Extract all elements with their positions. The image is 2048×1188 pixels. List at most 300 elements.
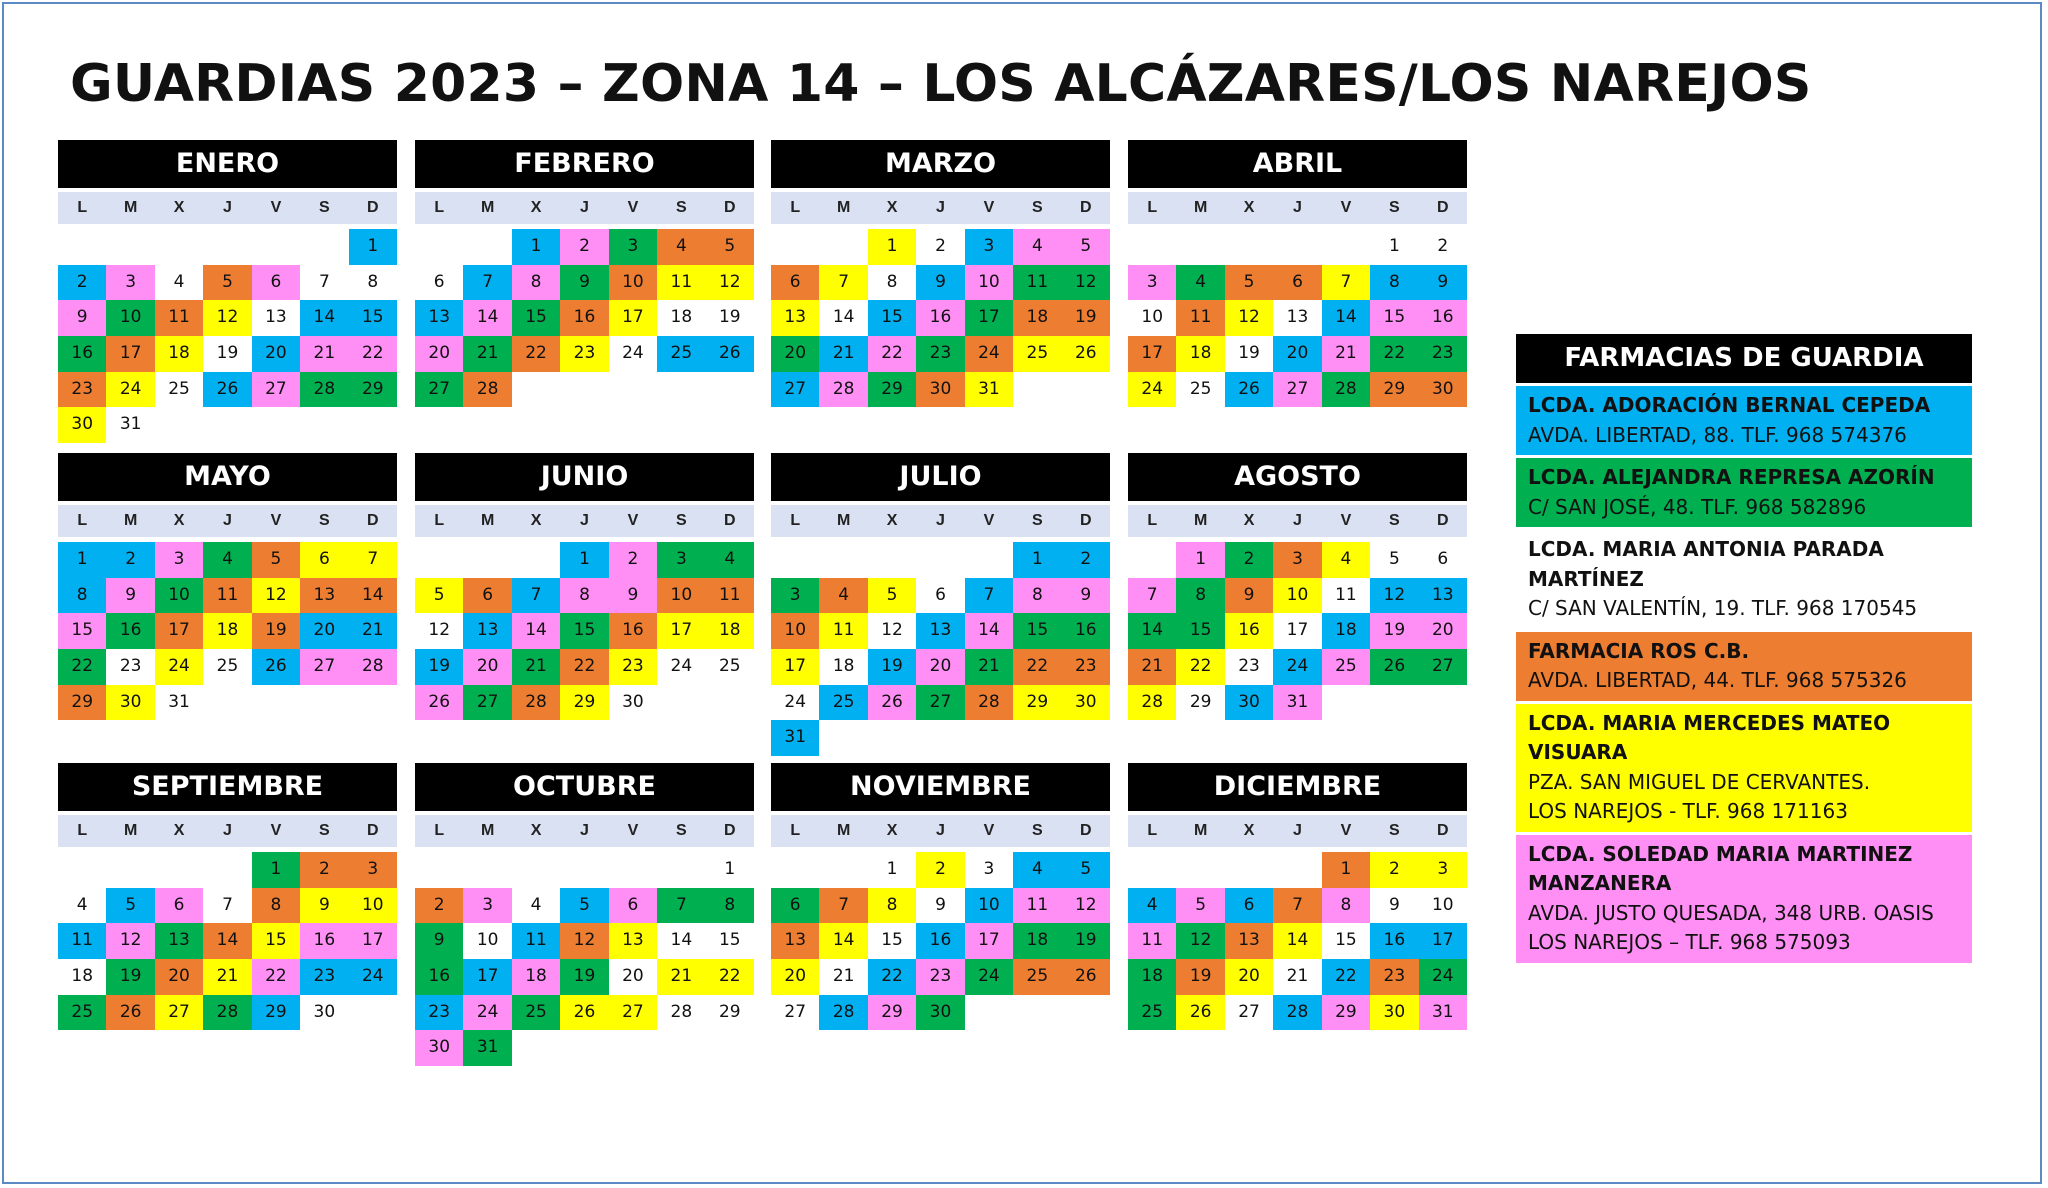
day-cell: 24 (965, 336, 1013, 372)
weekday-label: L (77, 822, 88, 839)
month-header: JUNIO (415, 453, 754, 501)
day-cell: 1 (1322, 852, 1370, 888)
day-cell: 20 (300, 613, 348, 649)
day-cell: 11 (1013, 265, 1061, 301)
legend-item (1516, 386, 1972, 455)
day-cell: 19 (1176, 959, 1224, 995)
month-diciembre (1128, 763, 1467, 1030)
month-febrero (415, 140, 754, 407)
month-septiembre (58, 763, 397, 1030)
day-cell: 31 (1273, 685, 1321, 721)
day-cell: 17 (965, 923, 1013, 959)
day-cell: 29 (560, 685, 608, 721)
day-cell: 8 (367, 271, 379, 292)
day-cell: 16 (1225, 613, 1273, 649)
day-cell: 10 (771, 613, 819, 649)
weekday-label: M (1193, 199, 1208, 216)
day-cell: 5 (1176, 888, 1224, 924)
day-cell: 4 (1013, 229, 1061, 265)
weekday-label: X (530, 199, 542, 216)
day-cell: 29 (349, 372, 397, 408)
month-header: MARZO (771, 140, 1110, 188)
day-cell: 20 (622, 966, 644, 987)
day-cell: 23 (300, 959, 348, 995)
month-header: OCTUBRE (415, 763, 754, 811)
weekday-label: V (270, 512, 282, 529)
weekday-label: S (1389, 512, 1400, 529)
day-cell: 30 (58, 407, 106, 443)
weekday-label: V (983, 512, 995, 529)
weekday-label: J (580, 199, 589, 216)
day-cell: 7 (512, 578, 560, 614)
day-cell: 8 (252, 888, 300, 924)
day-cell: 29 (252, 995, 300, 1031)
day-cell: 30 (1225, 685, 1273, 721)
day-cell: 20 (771, 336, 819, 372)
day-cell: 28 (819, 372, 867, 408)
day-cell: 23 (415, 995, 463, 1031)
day-cell: 20 (1225, 959, 1273, 995)
day-cell: 10 (155, 578, 203, 614)
pharmacy-name: LCDA. ADORACIÓN BERNAL CEPEDA (1528, 393, 1931, 417)
weekday-label: X (530, 822, 542, 839)
weekday-label: V (270, 199, 282, 216)
month-header: DICIEMBRE (1128, 763, 1467, 811)
day-cell: 14 (832, 307, 855, 328)
weekday-label: L (434, 199, 445, 216)
day-cell: 2 (1062, 542, 1110, 578)
day-cell: 19 (1062, 300, 1110, 336)
day-cell: 26 (1225, 372, 1273, 408)
day-cell: 7 (1128, 578, 1176, 614)
weekday-label: V (627, 512, 639, 529)
day-cell: 16 (609, 613, 657, 649)
day-cell: 24 (1419, 959, 1467, 995)
day-cell: 1 (868, 229, 916, 265)
day-cell: 25 (58, 995, 106, 1031)
day-cell: 17 (349, 923, 397, 959)
day-cell: 13 (771, 923, 819, 959)
day-cell: 11 (657, 265, 705, 301)
day-cell: 10 (1273, 578, 1321, 614)
day-cell: 18 (1322, 613, 1370, 649)
day-cell: 17 (1286, 620, 1309, 641)
day-cell: 6 (1273, 265, 1321, 301)
day-cell: 1 (886, 859, 898, 879)
day-cell: 10 (657, 578, 705, 614)
pharmacy-name: LCDA. MARIA ANTONIA PARADA (1528, 537, 1884, 561)
day-cell: 1 (1388, 236, 1400, 256)
day-cell: 11 (1013, 888, 1061, 924)
day-cell: 13 (916, 613, 964, 649)
days-grid (415, 542, 754, 720)
day-cell: 21 (819, 336, 867, 372)
day-cell: 13 (463, 613, 511, 649)
day-cell: 18 (155, 336, 203, 372)
day-cell: 20 (155, 959, 203, 995)
day-cell: 12 (706, 265, 754, 301)
day-cell: 14 (1322, 300, 1370, 336)
day-cell: 2 (916, 852, 964, 888)
legend-item (1516, 530, 1972, 629)
day-cell: 21 (300, 336, 348, 372)
day-cell: 31 (965, 372, 1013, 408)
day-cell: 30 (106, 685, 154, 721)
days-grid (771, 542, 1110, 756)
day-cell: 4 (1128, 888, 1176, 924)
day-cell: 12 (560, 923, 608, 959)
weekday-label: X (886, 199, 898, 216)
weekday-label: J (223, 199, 232, 216)
day-cell: 26 (560, 995, 608, 1031)
pharmacy-address: LOS NAREJOS – TLF. 968 575093 (1528, 930, 1851, 954)
day-cell: 2 (560, 229, 608, 265)
day-cell: 22 (1013, 649, 1061, 685)
month-junio (415, 453, 754, 720)
day-cell: 11 (706, 578, 754, 614)
day-cell: 19 (415, 649, 463, 685)
day-cell: 30 (1370, 995, 1418, 1031)
day-cell: 21 (1286, 966, 1309, 987)
day-cell: 28 (463, 372, 511, 408)
month-header: ENERO (58, 140, 397, 188)
day-cell: 24 (1273, 649, 1321, 685)
day-cell: 15 (1370, 300, 1418, 336)
day-cell: 19 (1062, 923, 1110, 959)
weekday-label: S (676, 512, 687, 529)
weekday-label: S (1389, 822, 1400, 839)
day-cell: 16 (1370, 923, 1418, 959)
day-cell: 23 (58, 372, 106, 408)
day-cell: 4 (76, 894, 88, 915)
day-cell: 3 (609, 229, 657, 265)
day-cell: 12 (1370, 578, 1418, 614)
day-cell: 12 (1225, 300, 1273, 336)
weekday-label: S (676, 822, 687, 839)
month-mayo (58, 453, 397, 720)
day-cell: 31 (463, 1030, 511, 1066)
day-cell: 10 (476, 930, 499, 951)
day-cell: 26 (415, 685, 463, 721)
day-cell: 29 (868, 995, 916, 1031)
day-cell: 19 (252, 613, 300, 649)
day-cell: 19 (216, 343, 239, 364)
day-cell: 11 (819, 613, 867, 649)
weekday-label: S (319, 199, 330, 216)
day-cell: 21 (965, 649, 1013, 685)
day-cell: 25 (1322, 649, 1370, 685)
month-marzo (771, 140, 1110, 407)
day-cell: 22 (868, 336, 916, 372)
day-cell: 9 (300, 888, 348, 924)
day-cell: 8 (1013, 578, 1061, 614)
weekday-label: X (886, 822, 898, 839)
day-cell: 17 (609, 300, 657, 336)
legend-header: FARMACIAS DE GUARDIA (1516, 334, 1972, 383)
month-agosto (1128, 453, 1467, 720)
day-cell: 6 (1225, 888, 1273, 924)
day-cell: 16 (300, 923, 348, 959)
day-cell: 18 (1013, 923, 1061, 959)
weekday-label: D (366, 822, 379, 839)
weekday-label: D (1079, 512, 1092, 529)
weekday-label: D (1079, 822, 1092, 839)
day-cell: 25 (657, 336, 705, 372)
day-cell: 20 (252, 336, 300, 372)
day-cell: 9 (935, 894, 946, 915)
day-cell: 25 (512, 995, 560, 1031)
day-cell: 19 (1370, 613, 1418, 649)
pharmacy-address: C/ SAN JOSÉ, 48. TLF. 968 582896 (1528, 494, 1867, 519)
days-grid (1128, 542, 1467, 720)
day-cell: 4 (203, 542, 251, 578)
weekday-row (771, 505, 1110, 537)
day-cell: 6 (1437, 549, 1449, 569)
day-cell: 2 (1370, 852, 1418, 888)
day-cell: 1 (512, 229, 560, 265)
weekday-label: L (77, 512, 88, 529)
day-cell: 3 (155, 542, 203, 578)
weekday-label: X (530, 512, 542, 529)
day-cell: 24 (106, 372, 154, 408)
pharmacy-name: MARTÍNEZ (1528, 566, 1644, 591)
day-cell: 16 (916, 300, 964, 336)
days-grid (415, 229, 754, 407)
weekday-label: V (983, 822, 995, 839)
day-cell: 20 (771, 959, 819, 995)
day-cell: 31 (119, 414, 142, 435)
day-cell: 10 (349, 888, 397, 924)
day-cell: 14 (300, 300, 348, 336)
days-grid (771, 229, 1110, 407)
weekday-label: M (480, 512, 495, 529)
weekday-label: J (580, 822, 589, 839)
month-octubre (415, 763, 754, 1066)
day-cell: 14 (965, 613, 1013, 649)
day-cell: 4 (706, 542, 754, 578)
weekday-label: X (1243, 512, 1255, 529)
day-cell: 1 (1176, 542, 1224, 578)
day-cell: 13 (300, 578, 348, 614)
day-cell: 29 (1370, 372, 1418, 408)
day-cell: 10 (965, 265, 1013, 301)
day-cell: 22 (349, 336, 397, 372)
day-cell: 20 (463, 649, 511, 685)
day-cell: 17 (1419, 923, 1467, 959)
pharmacy-address: AVDA. LIBERTAD, 44. TLF. 968 575326 (1528, 668, 1907, 692)
day-cell: 5 (415, 578, 463, 614)
day-cell: 7 (318, 271, 330, 292)
day-cell: 12 (203, 300, 251, 336)
day-cell: 14 (670, 930, 693, 951)
month-header: SEPTIEMBRE (58, 763, 397, 811)
day-cell: 30 (916, 372, 964, 408)
weekday-label: X (886, 512, 898, 529)
day-cell: 23 (1370, 959, 1418, 995)
day-cell: 7 (349, 542, 397, 578)
day-cell: 27 (771, 372, 819, 408)
day-cell: 15 (58, 613, 106, 649)
day-cell: 11 (155, 300, 203, 336)
day-cell: 24 (784, 691, 807, 712)
day-cell: 29 (1189, 691, 1212, 712)
weekday-label: S (319, 822, 330, 839)
legend-item (1516, 835, 1972, 963)
weekday-label: X (1243, 822, 1255, 839)
day-cell: 13 (771, 300, 819, 336)
day-cell: 24 (965, 959, 1013, 995)
day-cell: 23 (609, 649, 657, 685)
weekday-row (58, 505, 397, 537)
weekday-label: V (1340, 822, 1352, 839)
day-cell: 8 (512, 265, 560, 301)
day-cell: 17 (965, 300, 1013, 336)
pharmacy-name: LCDA. SOLEDAD MARIA MARTINEZ (1528, 841, 1913, 866)
day-cell: 6 (155, 888, 203, 924)
day-cell: 11 (512, 923, 560, 959)
weekday-label: M (480, 199, 495, 216)
day-cell: 18 (832, 656, 855, 677)
weekday-row (771, 815, 1110, 847)
day-cell: 18 (706, 613, 754, 649)
day-cell: 6 (771, 265, 819, 301)
weekday-label: V (627, 199, 639, 216)
day-cell: 7 (1273, 888, 1321, 924)
day-cell: 6 (300, 542, 348, 578)
day-cell: 28 (819, 995, 867, 1031)
day-cell: 8 (1370, 265, 1418, 301)
weekday-label: D (723, 822, 736, 839)
day-cell: 10 (609, 265, 657, 301)
weekday-row (58, 815, 397, 847)
day-cell: 2 (1437, 236, 1449, 256)
days-grid (1128, 229, 1467, 407)
day-cell: 21 (512, 649, 560, 685)
day-cell: 18 (512, 959, 560, 995)
day-cell: 5 (868, 578, 916, 614)
day-cell: 25 (1013, 336, 1061, 372)
day-cell: 11 (58, 923, 106, 959)
day-cell: 15 (1013, 613, 1061, 649)
day-cell: 4 (530, 894, 542, 915)
legend-item (1516, 458, 1972, 527)
pharmacy-address: PZA. SAN MIGUEL DE CERVANTES. (1528, 769, 1871, 794)
weekday-label: S (676, 199, 687, 216)
weekday-label: D (1079, 199, 1092, 216)
day-cell: 30 (1062, 685, 1110, 721)
weekday-label: S (1032, 822, 1043, 839)
weekday-label: J (936, 199, 945, 216)
day-cell: 16 (1062, 613, 1110, 649)
day-cell: 24 (1128, 372, 1176, 408)
day-cell: 25 (819, 685, 867, 721)
day-cell: 3 (1273, 542, 1321, 578)
day-cell: 5 (1062, 229, 1110, 265)
day-cell: 20 (916, 649, 964, 685)
day-cell: 26 (1370, 649, 1418, 685)
page-title: GUARDIAS 2023 – ZONA 14 – LOS ALCÁZARES/LOS NAREJOS (70, 54, 1812, 114)
day-cell: 14 (512, 613, 560, 649)
weekday-label: M (836, 512, 851, 529)
day-cell: 1 (349, 229, 397, 265)
day-cell: 25 (718, 656, 741, 677)
day-cell: 29 (1322, 995, 1370, 1031)
weekday-label: J (1293, 822, 1302, 839)
day-cell: 2 (415, 888, 463, 924)
day-cell: 2 (300, 852, 348, 888)
day-cell: 9 (415, 923, 463, 959)
day-cell: 28 (965, 685, 1013, 721)
day-cell: 27 (609, 995, 657, 1031)
day-cell: 17 (106, 336, 154, 372)
day-cell: 15 (1335, 930, 1357, 951)
day-cell: 24 (622, 343, 644, 364)
day-cell: 12 (428, 620, 451, 641)
day-cell: 12 (1062, 265, 1110, 301)
month-abril (1128, 140, 1467, 407)
day-cell: 13 (415, 300, 463, 336)
month-header: FEBRERO (415, 140, 754, 188)
day-cell: 25 (216, 656, 239, 677)
weekday-label: J (1293, 512, 1302, 529)
pharmacy-name: LCDA. ALEJANDRA REPRESA AZORÍN (1528, 465, 1935, 489)
weekday-row (1128, 505, 1467, 537)
day-cell: 27 (155, 995, 203, 1031)
day-cell: 21 (203, 959, 251, 995)
day-cell: 25 (1013, 959, 1061, 995)
day-cell: 21 (1128, 649, 1176, 685)
day-cell: 13 (609, 923, 657, 959)
day-cell: 30 (1419, 372, 1467, 408)
day-cell: 24 (463, 995, 511, 1031)
day-cell: 3 (1419, 852, 1467, 888)
day-cell: 17 (1128, 336, 1176, 372)
day-cell: 23 (916, 336, 964, 372)
day-cell: 23 (560, 336, 608, 372)
day-cell: 20 (1273, 336, 1321, 372)
weekday-label: L (790, 512, 801, 529)
day-cell: 18 (1013, 300, 1061, 336)
day-cell: 14 (463, 300, 511, 336)
pharmacy-name: LCDA. MARIA MERCEDES MATEO VISUARA (1528, 710, 1891, 764)
day-cell: 29 (1013, 685, 1061, 721)
day-cell: 10 (1431, 894, 1454, 915)
day-cell: 4 (173, 271, 185, 292)
day-cell: 19 (106, 959, 154, 995)
day-cell: 17 (463, 959, 511, 995)
day-cell: 11 (1176, 300, 1224, 336)
day-cell: 3 (349, 852, 397, 888)
day-cell: 15 (252, 923, 300, 959)
day-cell: 26 (203, 372, 251, 408)
weekday-label: L (1147, 512, 1158, 529)
day-cell: 4 (1176, 265, 1224, 301)
day-cell: 12 (252, 578, 300, 614)
day-cell: 9 (1388, 894, 1400, 915)
day-cell: 12 (1062, 888, 1110, 924)
weekday-label: S (319, 512, 330, 529)
day-cell: 8 (868, 888, 916, 924)
day-cell: 1 (1013, 542, 1061, 578)
day-cell: 6 (463, 578, 511, 614)
day-cell: 17 (657, 613, 705, 649)
days-grid (415, 852, 754, 1066)
day-cell: 16 (58, 336, 106, 372)
days-grid (1128, 852, 1467, 1030)
day-cell: 9 (1062, 578, 1110, 614)
day-cell: 28 (1322, 372, 1370, 408)
weekday-label: J (1293, 199, 1302, 216)
